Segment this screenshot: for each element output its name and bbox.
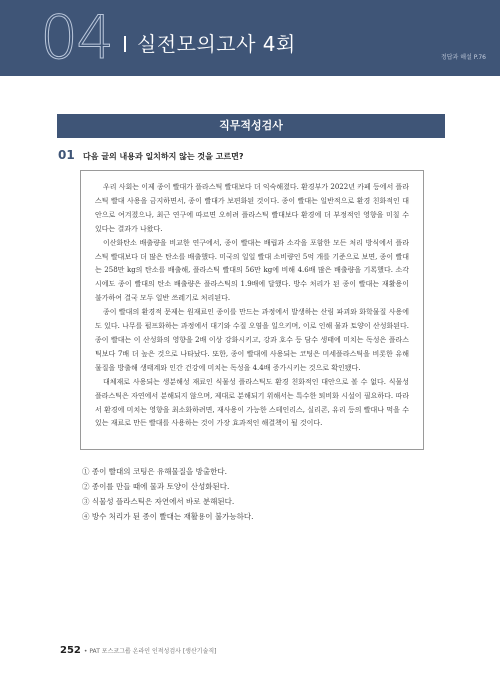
answer-reference: 정답과 해설 P.76 <box>440 54 486 61</box>
question-number: 01 <box>58 148 75 162</box>
passage-paragraph: 이산화탄소 배출량을 비교한 연구에서, 종이 빨대는 배립과 소각을 포함한 모든 처리 방식에서 플라스틱 빨대보다 더 많은 탄소를 배출했다. 미국의 일일 빨대 소비량인 5억 개를 기준으로 보면, 종이 빨대는 258만 kg의 탄소를 배출해, 플라스틱 빨대의 56만 kg에 비해 4.6배 많은 배출량을 기록했다. 소각 시에도 종이 빨대의 탄소 배출량은 플라스틱의 1.9배에 달했다. 방수 처리가 된 종이 빨대는 재활용이 불가하여 결국 모두 일반 쓰레기로 처리된다. <box>95 238 409 303</box>
chapter-header <box>0 0 500 76</box>
passage-paragraph: 우리 사회는 이제 종이 빨대가 플라스틱 빨대보다 더 익숙해졌다. 환경부가 2022년 카페 등에서 플라스틱 빨대 사용을 금지하면서, 종이 빨대가 보편화된 것이다. 종이 빨대는 일반적으로 환경 친화적인 대안으로 여겨졌으나, 최근 연구에 따르면 오히려 플라스틱 빨대보다 환경에 더 부정적인 영향을 미칠 수 있다는 결과가 나왔다. <box>95 183 409 233</box>
choice-3[interactable]: ③ 식물성 플라스틱은 자연에서 바로 분해된다. <box>82 497 235 506</box>
passage-paragraph: 종이 빨대의 환경적 문제는 원재료인 종이를 만드는 과정에서 발생하는 산림 파괴와 화학물질 사용에도 있다. 나무를 펄프화하는 과정에서 대기와 수질 오염을 일으키며, 이로 인해 물과 토양이 산성화된다. 종이 빨대는 이 산성화의 영향을 2배 이상 강화시키고, 강과 호수 등 담수 생태에 미치는 독성은 플라스틱보다 7배 더 높은 것으로 나타났다. 또한, 종이 빨대에 사용되는 코팅은 미세플라스틱을 비롯한 유해물질을 방출해 생태계와 인간 건강에 미치는 독성을 4.4배 증가시키는 것으로 확인됐다. <box>95 308 409 372</box>
choice-2[interactable]: ② 종이를 만들 때에 물과 토양이 산성화된다. <box>82 482 230 491</box>
choice-4[interactable]: ④ 방수 처리가 된 종이 빨대는 재활용이 불가능하다. <box>82 512 254 521</box>
page-footer <box>60 645 217 656</box>
section-title: 직무적성검사 <box>57 114 445 138</box>
question-prompt: 다음 글의 내용과 일치하지 않는 것을 고르면? <box>83 152 244 161</box>
passage-box <box>80 170 424 450</box>
page-number: 252 <box>60 645 81 656</box>
book-title: • PAT 포스코그룹 온라인 인적성검사 [생산기술직] <box>83 648 217 655</box>
header-divider <box>124 36 126 52</box>
chapter-number: 04 <box>40 3 113 73</box>
passage-paragraph: 대체재로 사용되는 생분해성 재료인 식물성 플라스틱도 환경 친화적인 대안으로 볼 수 없다. 식물성 플라스틱은 자연에서 분해되지 않으며, 제대로 분해되기 위해서는 특수한 퇴비화 시설이 필요하다. 따라서 환경에 미치는 영향을 최소화하려면, 재사용이 가능한 스테인리스, 실리콘, 유리 등의 빨대나 먹을 수 있는 재료로 만든 빨대를 사용하는 것이 가장 효과적인 해결책이 될 것이다. <box>95 377 409 428</box>
answer-choices <box>82 464 422 524</box>
choice-1[interactable]: ① 종이 빨대의 코팅은 유해물질을 방출한다. <box>82 467 227 476</box>
chapter-title: 실전모의고사 4회 <box>137 32 296 56</box>
